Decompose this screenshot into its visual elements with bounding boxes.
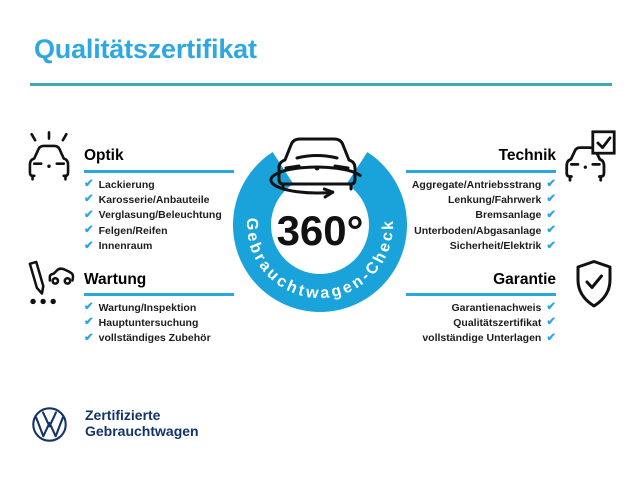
- item-label: Garantienachweis: [451, 301, 542, 314]
- check-icon: ✔: [84, 177, 94, 190]
- check-icon: ✔: [84, 224, 94, 237]
- check-icon: ✔: [84, 193, 94, 206]
- badge-ring-label: Gebrauchtwagen-Check: [242, 217, 398, 303]
- section-heading-garantie: Garantie: [493, 271, 556, 288]
- check-icon: ✔: [84, 331, 94, 344]
- check-icon: ✔: [546, 177, 556, 190]
- check-icon: ✔: [546, 193, 556, 206]
- check-item: [412, 239, 556, 254]
- section-underline-garantie: [406, 293, 556, 296]
- rotating-car-icon: [266, 122, 372, 200]
- check-icon: ✔: [84, 300, 94, 313]
- section-underline-wartung: [84, 293, 234, 296]
- item-label: vollständiges Zubehör: [98, 332, 211, 345]
- item-label: Aggregate/Antriebsstrang: [411, 178, 542, 191]
- check-item: [84, 300, 211, 315]
- item-label: Lackierung: [98, 178, 155, 191]
- item-label: Lenkung/Fahrwerk: [448, 194, 542, 207]
- page-title: Qualitätszertifikat: [34, 34, 257, 64]
- check-item: [412, 177, 556, 192]
- section-underline-optik: [84, 170, 234, 173]
- section-list-wartung: [84, 300, 211, 346]
- shield-check-icon: [574, 259, 614, 309]
- item-label: Wartung/Inspektion: [98, 301, 197, 314]
- item-label: Sicherheit/Elektrik: [449, 240, 542, 253]
- check-icon: ✔: [546, 208, 556, 221]
- footer-claim-line2: Gebrauchtwagen: [85, 422, 199, 439]
- section-heading-optik: Optik: [84, 147, 124, 164]
- check-item: [422, 315, 556, 330]
- footer-claim: [85, 408, 199, 439]
- check-icon: ✔: [84, 208, 94, 221]
- title-divider: [30, 83, 612, 86]
- check-icon: ✔: [84, 239, 94, 252]
- section-list-garantie: [422, 300, 556, 346]
- check-item: [412, 192, 556, 207]
- check-item: [84, 177, 222, 192]
- item-label: Unterboden/Abgasanlage: [414, 224, 542, 237]
- vw-logo-icon: [31, 406, 68, 443]
- check-item: [84, 208, 222, 223]
- item-label: Felgen/Reifen: [98, 224, 168, 237]
- item-label: vollständige Unterlagen: [422, 332, 542, 345]
- check-item: [84, 192, 222, 207]
- check-icon: ✔: [546, 239, 556, 252]
- check-icon: ✔: [84, 316, 94, 329]
- item-label: Verglasung/Beleuchtung: [98, 209, 222, 222]
- item-label: Innenraum: [98, 240, 153, 253]
- section-list-optik: [84, 177, 222, 254]
- section-underline-technik: [406, 170, 556, 173]
- check-icon: ✔: [546, 316, 556, 329]
- badge-degree-label: 360°: [276, 207, 364, 254]
- check-item: [412, 208, 556, 223]
- car-checklist-icon: [562, 129, 618, 183]
- section-heading-wartung: Wartung: [84, 271, 147, 288]
- item-label: Qualitätszertifikat: [453, 317, 542, 330]
- check-icon: ✔: [546, 224, 556, 237]
- section-list-technik: [412, 177, 556, 254]
- check-icon: ✔: [546, 331, 556, 344]
- item-label: Bremsanlage: [475, 209, 542, 222]
- check-item: [422, 300, 556, 315]
- check-icon: ✔: [546, 300, 556, 313]
- check-item: [84, 315, 211, 330]
- item-label: Karosserie/Anbauteile: [98, 194, 210, 207]
- check-item: [84, 239, 222, 254]
- inspection-pen-car-icon: [23, 256, 75, 310]
- check-item: [84, 223, 222, 238]
- check-item: [422, 331, 556, 346]
- check-item: [84, 331, 211, 346]
- check-item: [412, 223, 556, 238]
- footer-claim-line1: Zertifizierte: [85, 407, 161, 423]
- section-heading-technik: Technik: [498, 147, 556, 164]
- item-label: Hauptuntersuchung: [98, 317, 199, 330]
- car-shine-icon: [23, 128, 75, 182]
